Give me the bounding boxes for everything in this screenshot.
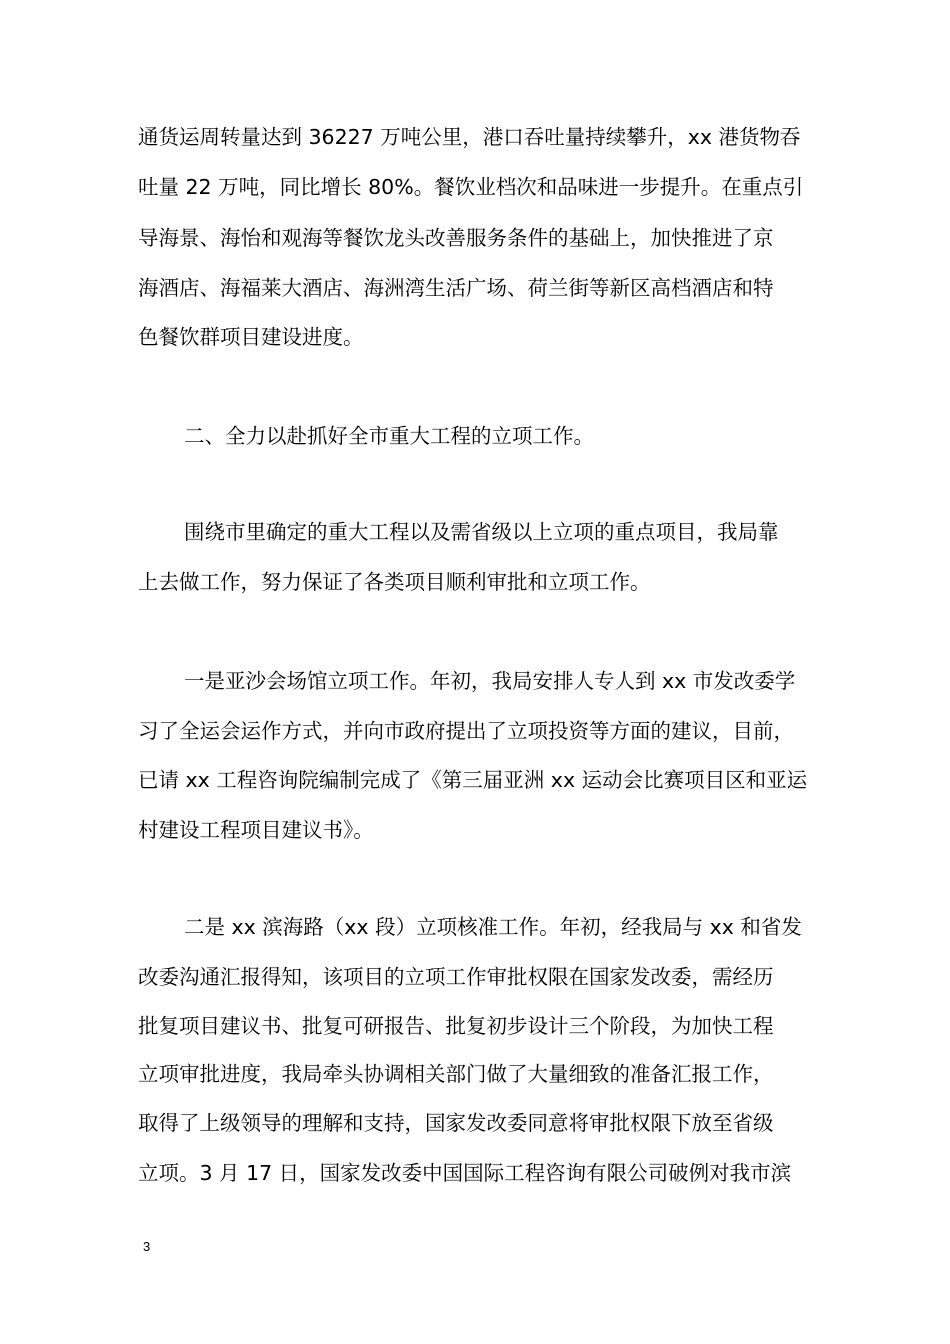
- text-line: 上去做工作，努力保证了各类项目顺利审批和立项工作。: [138, 570, 651, 594]
- text-line: 立项。3 月 17 日，国家发改委中国国际工程咨询有限公司破例对我市滨: [138, 1161, 792, 1185]
- text-line: 色餐饮群项目建设进度。: [138, 325, 364, 349]
- heading-line: 二、全力以赴抓好全市重大工程的立项工作。: [184, 424, 594, 448]
- text-line: 海酒店、海福莱大酒店、海洲湾生活广场、荷兰街等新区高档酒店和特: [138, 276, 774, 300]
- text-line: 立项审批进度，我局牵头协调相关部门做了大量细致的准备汇报工作，: [138, 1062, 774, 1086]
- page-number: 3: [143, 1239, 151, 1254]
- text-line: 通货运周转量达到 36227 万吨公里，港口吞吐量持续攀升，xx 港货物吞: [138, 125, 801, 149]
- text-line: 习了全运会运作方式，并向市政府提出了立项投资等方面的建议，目前，: [138, 719, 794, 743]
- text-line: 一是亚沙会场馆立项工作。年初，我局安排人专人到 xx 市发改委学: [184, 669, 796, 693]
- text-line: 批复项目建议书、批复可研报告、批复初步设计三个阶段，为加快工程: [138, 1014, 774, 1038]
- text-line: 吐量 22 万吨，同比增长 80%。餐饮业档次和品味进一步提升。在重点引: [138, 175, 804, 199]
- text-line: 改委沟通汇报得知，该项目的立项工作审批权限在国家发改委，需经历: [138, 965, 774, 989]
- text-line: 围绕市里确定的重大工程以及需省级以上立项的重点项目，我局靠: [184, 520, 779, 544]
- text-line: 村建设工程项目建议书》。: [138, 818, 374, 842]
- text-line: 取得了上级领导的理解和支持，国家发改委同意将审批权限下放至省级: [138, 1111, 774, 1135]
- text-line: 已请 xx 工程咨询院编制完成了《第三届亚洲 xx 运动会比赛项目区和亚运: [138, 768, 808, 792]
- text-line: 二是 xx 滨海路（xx 段）立项核准工作。年初，经我局与 xx 和省发: [184, 915, 802, 939]
- text-line: 导海景、海怡和观海等餐饮龙头改善服务条件的基础上，加快推进了京: [138, 226, 774, 250]
